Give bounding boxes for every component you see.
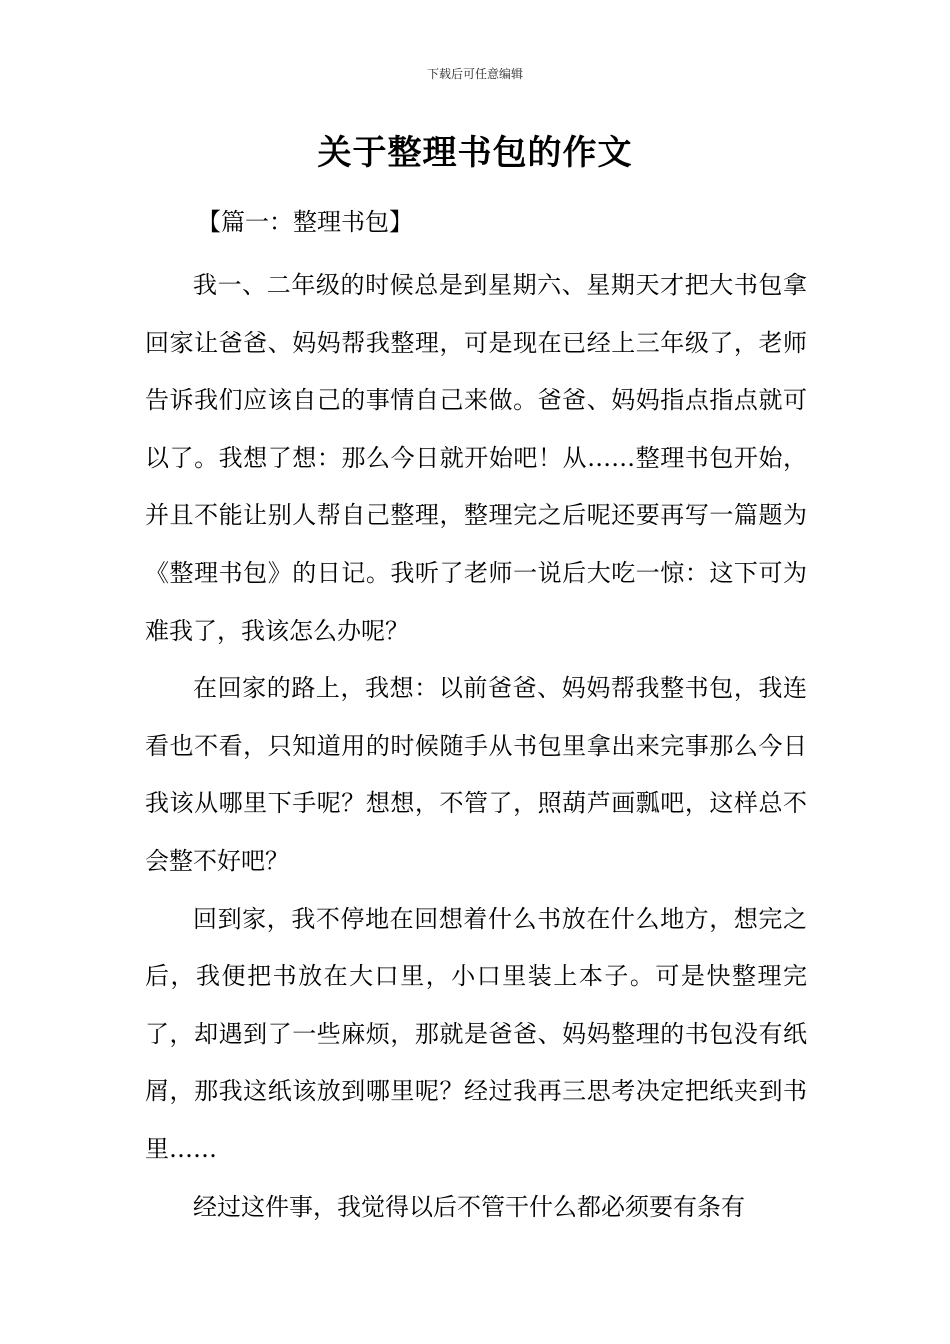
page-header-note: 下载后可任意编辑: [426, 67, 523, 81]
document-title: 关于整理书包的作文: [317, 133, 633, 173]
paragraph-2: 在回家的路上，我想：以前爸爸、妈妈帮我整书包，我连看也不看，只知道用的时候随手从书包里拿出来完事那么今日我该从哪里下手呢？想想，不管了，照葫芦画瓢吧，这样总不会整不好吧？: [145, 674, 807, 875]
document-body: [145, 257, 807, 1236]
section-heading: 【篇一：整理书包】: [197, 208, 413, 236]
paragraph-1: 我一、二年级的时候总是到星期六、星期天才把大书包拿回家让爸爸、妈妈帮我整理，可是现在已经上三年级了，老师告诉我们应该自己的事情自己来做。爸爸、妈妈指点指点就可以了。我想了想：那么今日就开始吧！从……整理书包开始，并且不能让别人帮自己整理，整理完之后呢还要再写一篇题为《整理书包》的日记。我听了老师一说后大吃一惊：这下可为难我了，我该怎么办呢？: [145, 271, 807, 645]
paragraph-4: 经过这件事，我觉得以后不管干什么都必须要有条有: [193, 1192, 745, 1221]
paragraph-3: 回到家，我不停地在回想着什么书放在什么地方，想完之后，我便把书放在大口里，小口里装上本子。可是快整理完了，却遇到了一些麻烦，那就是爸爸、妈妈整理的书包没有纸屑，那我这纸该放到哪里呢？经过我再三思考决定把纸夹到书里……: [145, 904, 807, 1163]
